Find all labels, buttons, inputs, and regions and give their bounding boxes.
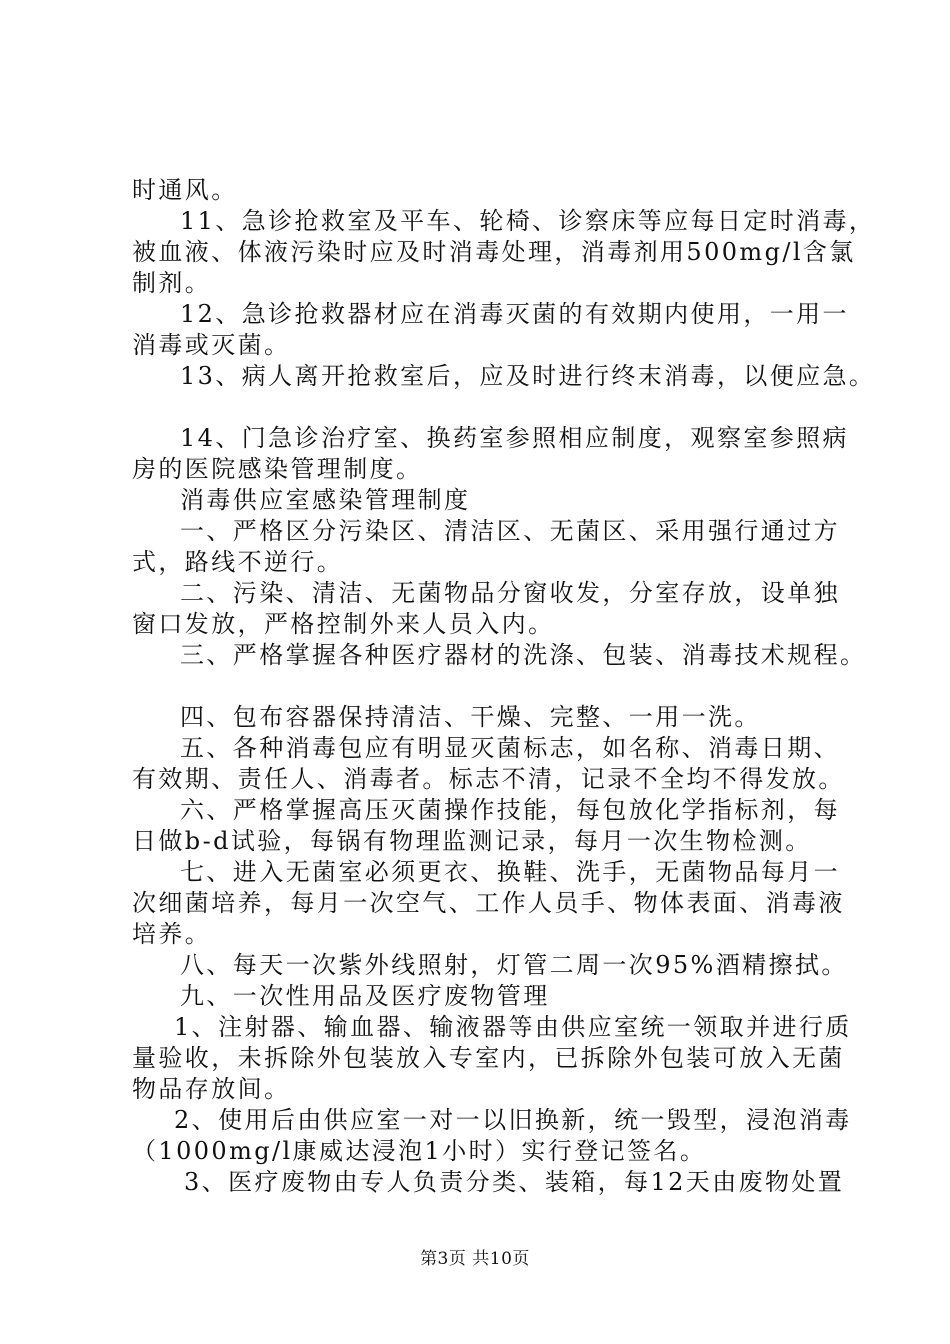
text-line: 五、各种消毒包应有明显灭菌标志，如名称、消毒日期、 bbox=[180, 734, 840, 762]
text-line: 1、注射器、输血器、输液器等由供应室统一领取并进行质 bbox=[174, 1013, 852, 1041]
text-line: 三、严格掌握各种医疗器材的洗涤、包装、消毒技术规程。 bbox=[180, 641, 867, 669]
text-line: 培养。 bbox=[132, 920, 212, 948]
text-line: 2、使用后由供应室一对一以旧换新，统一毁型，浸泡消毒 bbox=[174, 1106, 852, 1134]
text-line: 一、严格区分污染区、清洁区、无菌区、采用强行通过方 bbox=[180, 517, 840, 545]
text-line: 九、一次性用品及医疗废物管理 bbox=[180, 982, 550, 1010]
text-line: 六、严格掌握高压灭菌操作技能，每包放化学指标剂，每 bbox=[180, 796, 840, 824]
text-line: 消毒或灭菌。 bbox=[132, 331, 291, 359]
document-body bbox=[132, 175, 876, 1198]
text-line: 14、门急诊治疗室、换药室参照相应制度，观察室参照病 bbox=[180, 424, 849, 452]
text-line: 房的医院感染管理制度。 bbox=[132, 455, 423, 483]
text-line: 13、病人离开抢救室后，应及时进行终末消毒，以便应急。 bbox=[180, 362, 876, 390]
text-line: 八、每天一次紫外线照射，灯管二周一次95%酒精擦拭。 bbox=[180, 951, 848, 979]
text-line: 物品存放间。 bbox=[132, 1075, 291, 1103]
text-line: 3、医疗废物由专人负责分类、装箱，每12天由废物处置 bbox=[184, 1168, 845, 1196]
text-line: 时通风。 bbox=[132, 176, 238, 204]
text-line: 被血液、体液污染时应及时消毒处理，消毒剂用500mg/l含氯 bbox=[132, 238, 856, 266]
text-line: 有效期、责任人、消毒者。标志不清，记录不全均不得发放。 bbox=[132, 765, 845, 793]
section-heading: 消毒供应室感染管理制度 bbox=[180, 486, 471, 514]
text-line: 11、急诊抢救室及平车、轮椅、诊察床等应每日定时消毒， bbox=[180, 207, 876, 235]
text-line: 二、污染、清洁、无菌物品分窗收发，分室存放，设单独 bbox=[180, 579, 840, 607]
text-line: 量验收，未拆除外包装放入专室内，已拆除外包装可放入无菌 bbox=[132, 1044, 845, 1072]
text-line: 窗口发放，严格控制外来人员入内。 bbox=[132, 610, 555, 638]
text-line: （1000mg/l康威达浸泡1小时）实行登记签名。 bbox=[132, 1137, 707, 1165]
text-line: 次细菌培养，每月一次空气、工作人员手、物体表面、消毒液 bbox=[132, 889, 845, 917]
text-line: 式，路线不逆行。 bbox=[132, 548, 344, 576]
blank-line bbox=[132, 671, 852, 702]
text-line: 七、进入无菌室必须更衣、换鞋、洗手，无菌物品每月一 bbox=[180, 858, 840, 886]
text-line: 制剂。 bbox=[132, 269, 212, 297]
text-line: 四、包布容器保持清洁、干燥、完整、一用一洗。 bbox=[180, 703, 761, 731]
text-line: 日做b-d试验，每锅有物理监测记录，每月一次生物检测。 bbox=[132, 827, 812, 855]
page-number: 第3页 共10页 bbox=[420, 1249, 530, 1269]
blank-line bbox=[132, 392, 852, 423]
text-line: 12、急诊抢救器材应在消毒灭菌的有效期内使用，一用一 bbox=[180, 300, 849, 328]
